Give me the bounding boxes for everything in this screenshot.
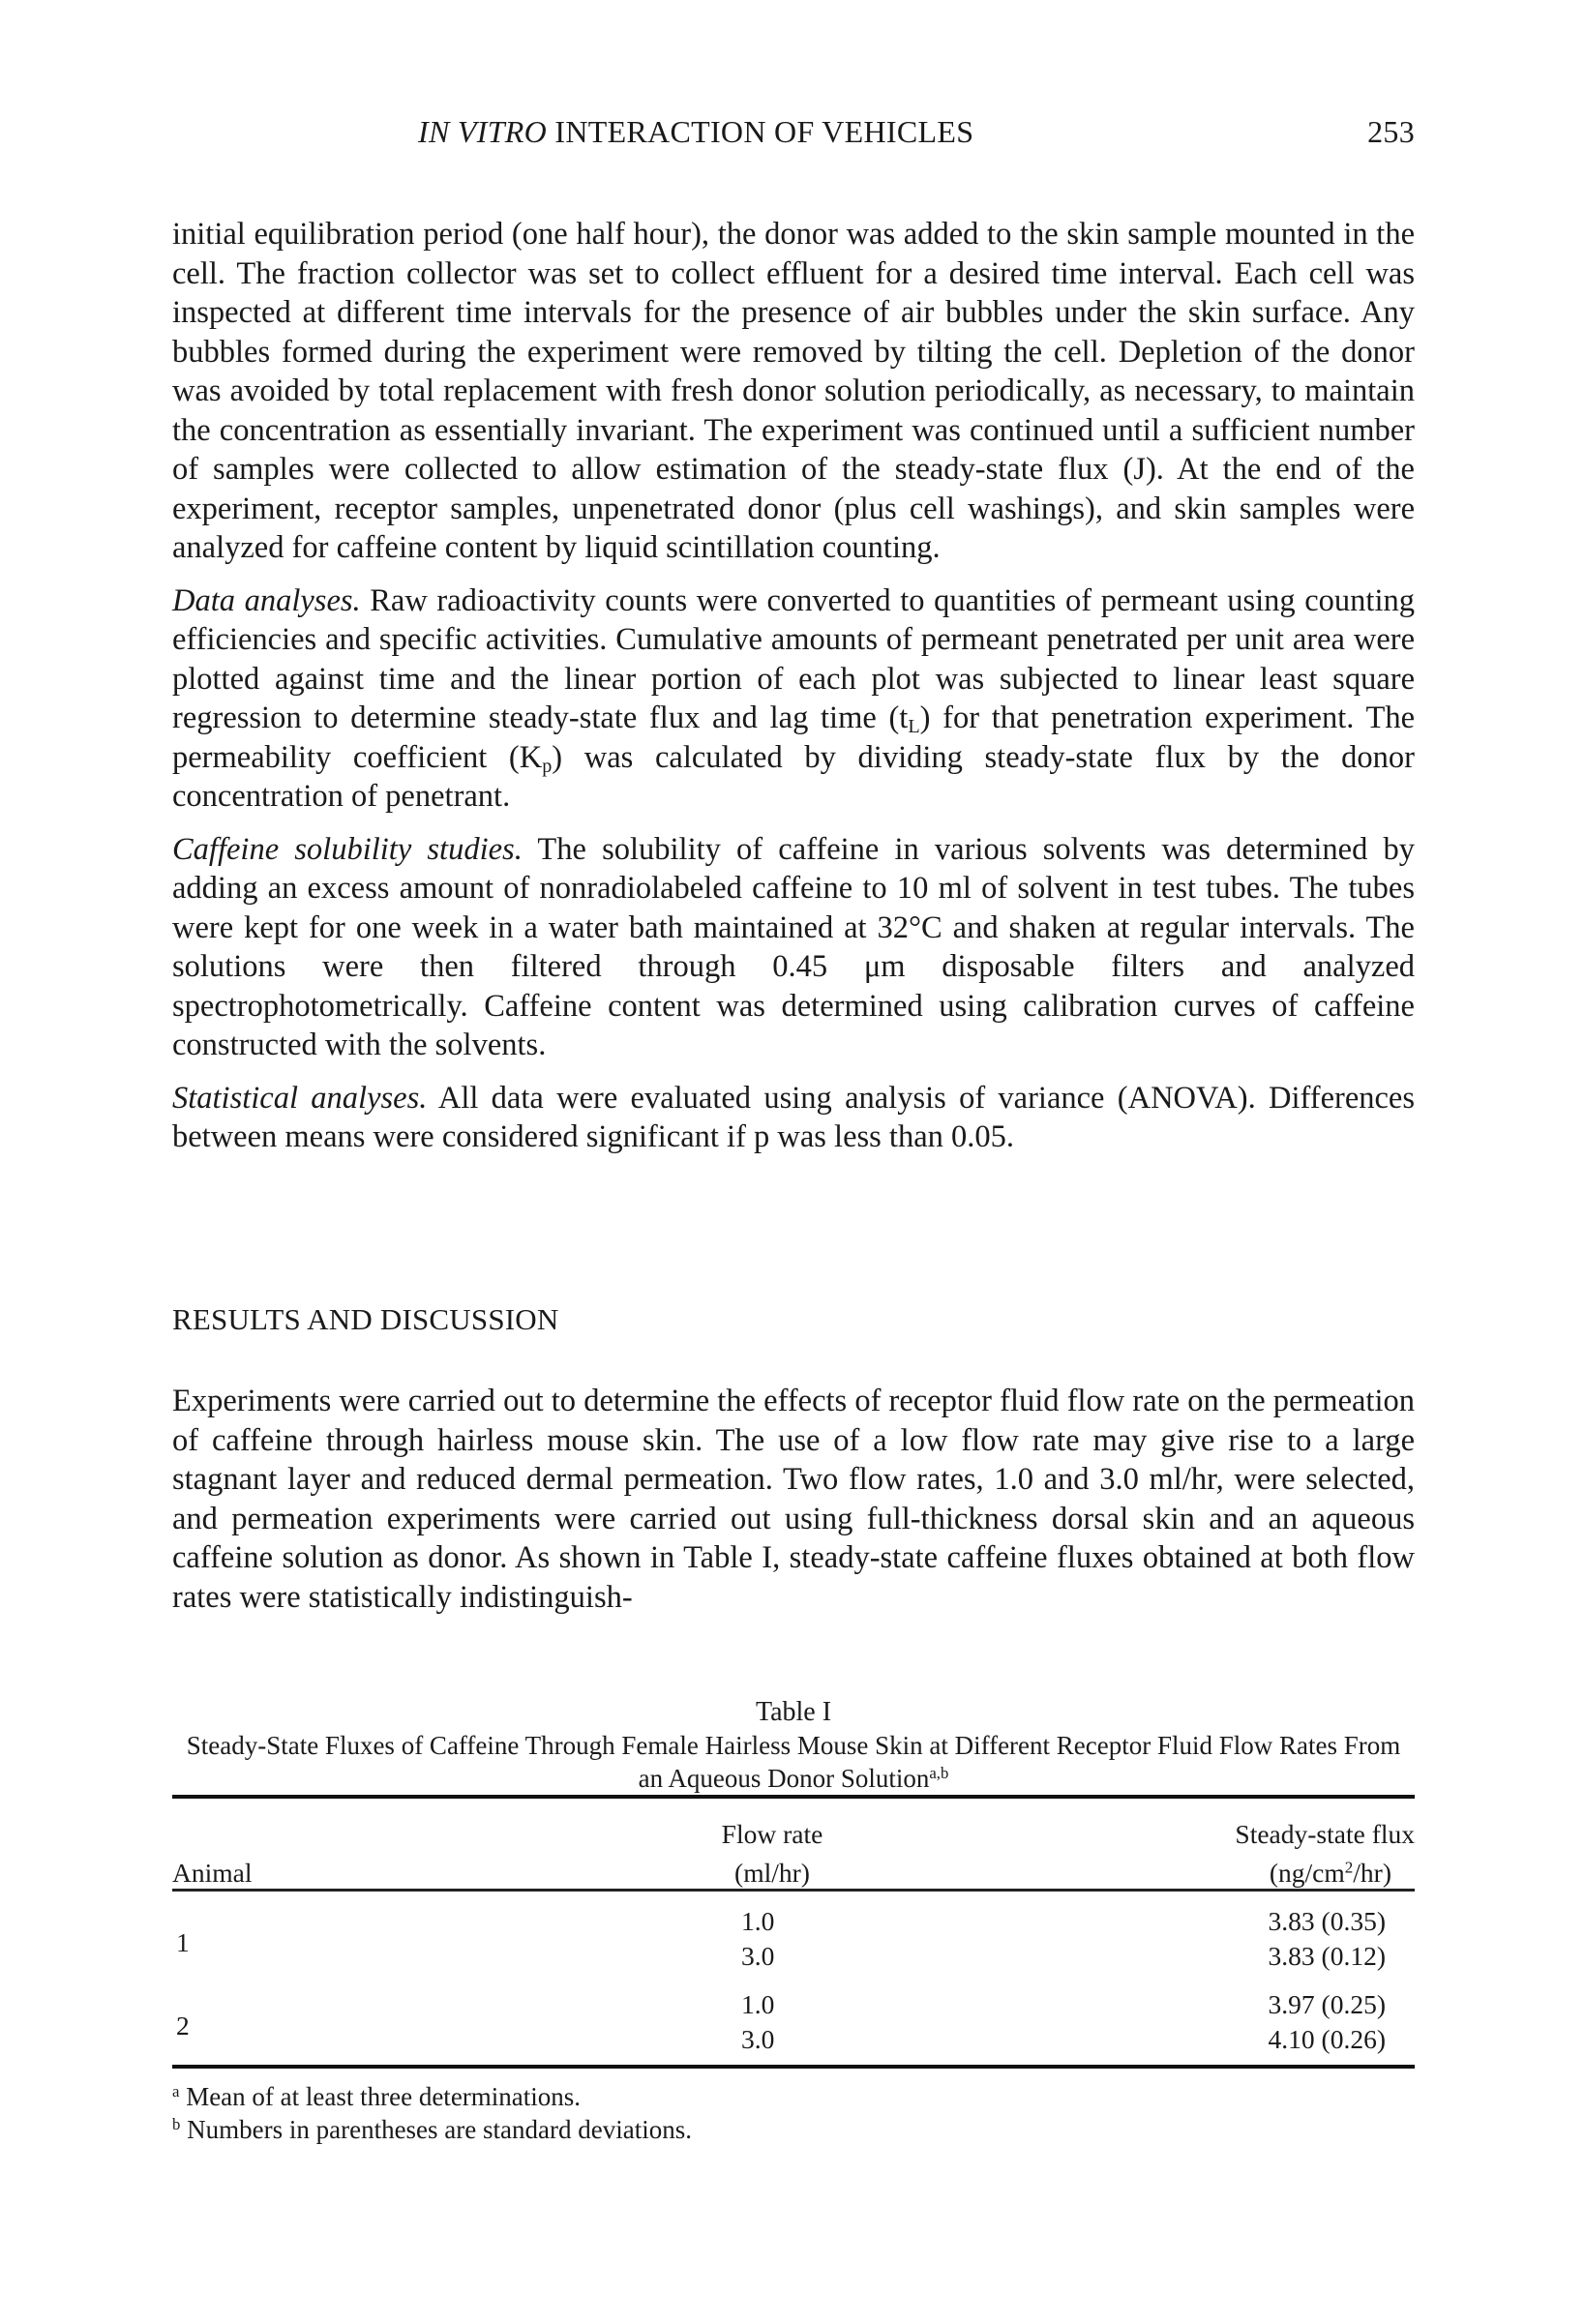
footnote-a: $^a$ Mean of at least three determinations. — [172, 2081, 582, 2111]
running-head-title — [418, 114, 973, 150]
header-flux-units: $(ng/cm^2/hr)$ — [1269, 1858, 1391, 1888]
cell-flow: 1.0 — [741, 1989, 775, 2019]
cell-flux: 4.10 (0.26) — [1268, 2024, 1386, 2054]
run-in-heading: Caffeine solubility studies. — [172, 831, 523, 867]
cell-animal: 1 — [176, 1927, 190, 1957]
cell-flow: 3.0 — [741, 2024, 775, 2054]
results-text — [172, 1382, 1415, 1617]
section-heading: RESULTS AND DISCUSSION — [172, 1302, 559, 1336]
header-animal: Animal — [172, 1858, 253, 1888]
table-caption — [172, 1696, 1415, 1795]
paragraph-caffeine-solubility: Caffeine solubility studies. The solubility of caffeine in various solvents was determined by adding an excess amount of nonradiolabeled caffeine to 10 ml of solvent in test tubes. The tubes were kept for one week in a water bath maintained at 32°C and shaken at regular intervals. The solutions were then filtered through 0.45 μm disposable filters and analyzed spectrophotometrically. Caffeine content was determined using calibration curves of caffeine constructed with the solvents. — [172, 831, 1416, 1062]
cell-flux: 3.97 (0.25) — [1268, 1989, 1386, 2019]
running-head-rest: INTERACTION OF VEHICLES — [547, 114, 974, 149]
cell-flow: 1.0 — [741, 1906, 775, 1936]
cell-flow: 3.0 — [741, 1941, 775, 1971]
paragraph-statistical-analyses: Statistical analyses. All data were evaluated using analysis of variance (ANOVA). Differences between means were considered significant if p was less than 0.05. — [172, 1080, 1415, 1154]
table-header-rule — [172, 1889, 1415, 1892]
run-in-heading: Data analyses. — [172, 582, 361, 618]
header-flux: Steady-state flux — [1235, 1819, 1415, 1849]
run-in-heading: Statistical analyses. — [172, 1080, 428, 1116]
footnote-b: $^b$ Numbers in parentheses are standard deviations. — [172, 2114, 692, 2144]
table-label: Table I — [755, 1697, 832, 1727]
paragraph-procedure: initial equilibration period (one half hour), the donor was added to the skin sample mounted in the cell. The fraction collector was set to collect effluent for a desired time interval. Each cell was inspected at different time intervals for the presence of air bubbles under the skin surface. Any bubbles formed during the experiment were removed by tilting the cell. Depletion of the donor was avoided by total replacement with fresh donor solution periodically, as necessary, to maintain the concentration as essentially invariant. The experiment was continued until a sufficient number of samples were collected to allow estimation of the steady-state flux (J). At the end of the experiment, receptor samples, unpenetrated donor (plus cell washings), and skin samples were analyzed for caffeine content by liquid scintillation counting. — [172, 217, 1415, 565]
header-flow-units: (ml/hr) — [734, 1858, 810, 1888]
page-number: 253 — [1367, 114, 1415, 149]
cell-flux: 3.83 (0.35) — [1268, 1906, 1386, 1936]
header-flow-rate: Flow rate — [721, 1819, 823, 1849]
cell-animal: 2 — [176, 2011, 190, 2041]
running-head-italic: IN VITRO — [418, 114, 548, 149]
table-caption-text: Steady-State Fluxes of Caffeine Through Female Hairless Mouse Skin at Different Receptor Fluid Flow Rates From an Aqueous Donor Solution$^{a,b}$ — [186, 1731, 1401, 1793]
table-bottom-rule — [172, 2065, 1415, 2069]
methods-text — [172, 215, 1415, 1157]
table-top-rule — [172, 1795, 1415, 1799]
cell-flux: 3.83 (0.12) — [1268, 1941, 1386, 1971]
table-footnotes — [172, 2080, 692, 2146]
paragraph-results: Experiments were carried out to determine the effects of receptor fluid flow rate on the permeation of caffeine through hairless mouse skin. The use of a low flow rate may give rise to a large stagnant layer and reduced dermal permeation. Two flow rates, 1.0 and 3.0 ml/hr, were selected, and permeation experiments were carried out using full-thickness dorsal skin and an aqueous caffeine solution as donor. As shown in Table I, steady-state caffeine fluxes obtained at both flow rates were statistically indistinguish- — [172, 1384, 1415, 1615]
paragraph-data-analyses: Data analyses. Raw radioactivity counts were converted to quantities of permeant using counting efficiencies and specific activities. Cumulative amounts of permeant penetrated per unit area were plotted against time and the linear portion of each plot was subjected to linear least square regression to determine steady-state flux and lag time $(t_L)$ for that penetration experiment. The permeability coefficient $(K_p)$ was calculated by dividing steady-state flux by the donor concentration of penetrant. — [172, 582, 1416, 814]
